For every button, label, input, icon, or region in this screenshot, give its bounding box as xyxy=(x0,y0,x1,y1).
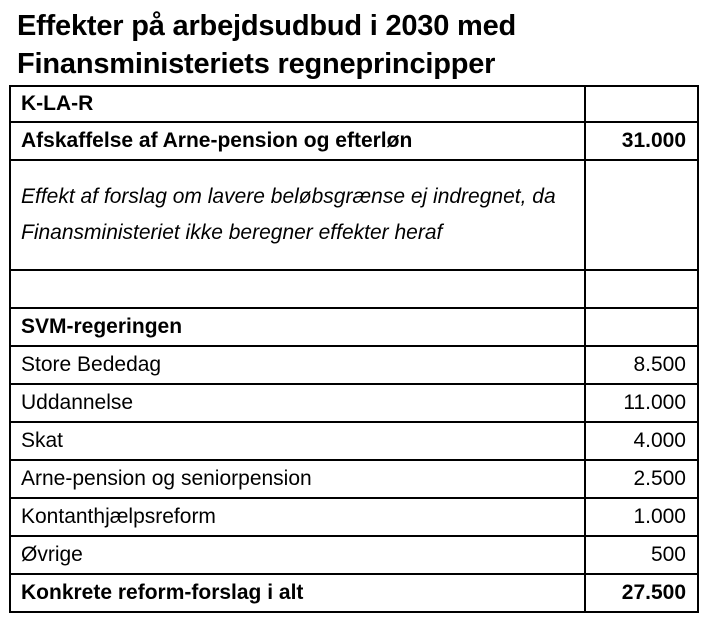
row-label: Store Bededag xyxy=(10,346,585,384)
row-value: 11.000 xyxy=(585,384,698,422)
table-row-kontanthjaelpsreform xyxy=(10,498,698,536)
table-row-note xyxy=(10,160,698,270)
table-row-store-bededag xyxy=(10,346,698,384)
title-line-2: Finansministeriets regneprincipper xyxy=(17,48,496,80)
table-row-oevrige xyxy=(10,536,698,574)
row-value xyxy=(585,308,698,346)
table-row-empty xyxy=(10,270,698,308)
row-label: K-LA-R xyxy=(10,86,585,122)
table-row-section-svm xyxy=(10,308,698,346)
row-value: 31.000 xyxy=(585,122,698,160)
title-line-1: Effekter på arbejdsudbud i 2030 med xyxy=(17,10,517,42)
table-row-section-klar xyxy=(10,86,698,122)
row-label: Skat xyxy=(10,422,585,460)
page-title xyxy=(17,7,697,83)
table-row-total xyxy=(10,574,698,612)
row-label: Konkrete reform-forslag i alt xyxy=(10,574,585,612)
row-note-text: Effekt af forslag om lavere beløbsgrænse ej indregnet, da Finansministeriet ikke beregner effekter heraf xyxy=(10,160,585,270)
table-row-uddannelse xyxy=(10,384,698,422)
row-value: 2.500 xyxy=(585,460,698,498)
effects-table xyxy=(9,85,699,613)
table-row-arne-seniorpension xyxy=(10,460,698,498)
row-label: Afskaffelse af Arne-pension og efterløn xyxy=(10,122,585,160)
row-value xyxy=(585,160,698,270)
table-row-skat xyxy=(10,422,698,460)
row-label: Arne-pension og seniorpension xyxy=(10,460,585,498)
row-label: Kontanthjælpsreform xyxy=(10,498,585,536)
row-value: 1.000 xyxy=(585,498,698,536)
row-value: 500 xyxy=(585,536,698,574)
row-value xyxy=(585,86,698,122)
row-label: Uddannelse xyxy=(10,384,585,422)
row-label: Øvrige xyxy=(10,536,585,574)
row-value: 27.500 xyxy=(585,574,698,612)
table-row-arne-efterloen xyxy=(10,122,698,160)
row-label: SVM-regeringen xyxy=(10,308,585,346)
row-value xyxy=(585,270,698,308)
row-label xyxy=(10,270,585,308)
row-value: 4.000 xyxy=(585,422,698,460)
row-value: 8.500 xyxy=(585,346,698,384)
